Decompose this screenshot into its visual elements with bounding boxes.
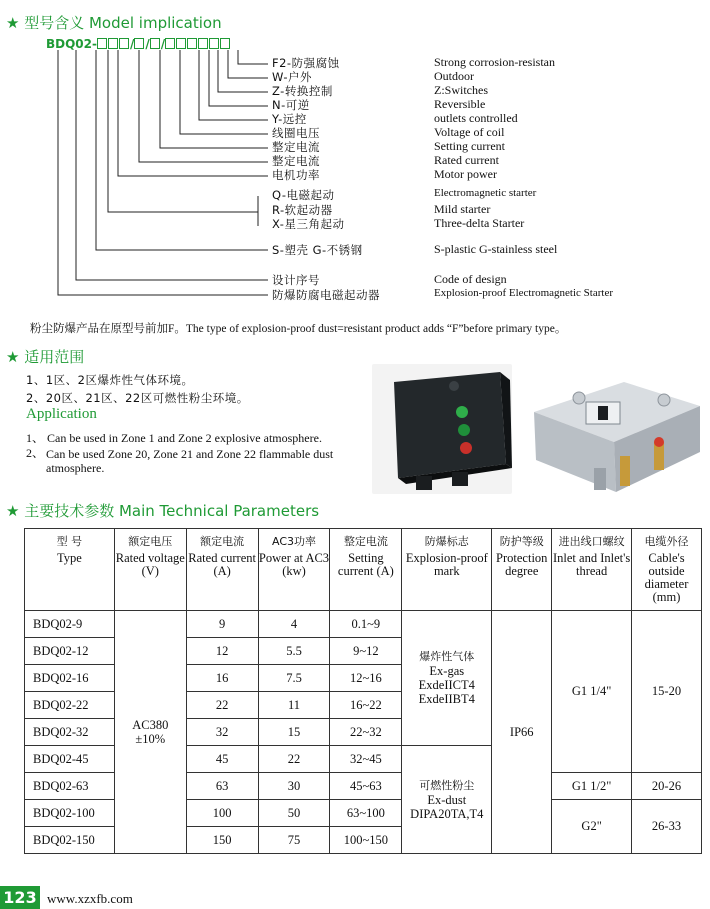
mark-gas bbox=[402, 611, 492, 746]
model-item-en: Setting current bbox=[434, 139, 505, 153]
cell-cable: 15-20 bbox=[632, 611, 702, 773]
cell-setting: 63~100 bbox=[330, 800, 402, 827]
product-photo-black-enclosure bbox=[372, 364, 512, 494]
application-cn-2: 2、20区、21区、22区可燃性粉尘环境。 bbox=[26, 391, 249, 405]
section-title-model: ★ 型号含义 Model implication bbox=[6, 14, 222, 32]
cell-cable: 20-26 bbox=[632, 773, 702, 800]
model-item-cn: R-软起动器 bbox=[272, 203, 333, 217]
model-item-cn: 线圈电压 bbox=[272, 126, 320, 140]
cell-type: BDQ02-100 bbox=[25, 800, 115, 827]
header-current bbox=[186, 529, 258, 611]
cell-type: BDQ02-12 bbox=[25, 638, 115, 665]
cell-current: 45 bbox=[186, 746, 258, 773]
cell-setting: 0.1~9 bbox=[330, 611, 402, 638]
mark-dust bbox=[402, 746, 492, 854]
header-thread-en: Inlet and Inlet's thread bbox=[553, 551, 631, 578]
mark-gas-line: 爆炸性气体 bbox=[419, 650, 475, 663]
cell-setting: 100~150 bbox=[330, 827, 402, 854]
cell-current: 150 bbox=[186, 827, 258, 854]
header-thread-cn: 进出线口螺纹 bbox=[558, 535, 625, 548]
application-en-1-num: 1、 bbox=[26, 431, 45, 445]
header-setting bbox=[330, 529, 402, 611]
header-voltage bbox=[114, 529, 186, 611]
cell-current: 16 bbox=[186, 665, 258, 692]
product-photo-stainless-enclosure bbox=[524, 372, 704, 500]
mark-gas-line: ExdeIIBT4 bbox=[418, 692, 475, 706]
header-power bbox=[258, 529, 330, 611]
model-item-en: Outdoor bbox=[434, 69, 474, 83]
model-item-cn: X-星三角起动 bbox=[272, 217, 345, 231]
technical-parameters-table bbox=[24, 528, 702, 854]
model-item-en: outlets controlled bbox=[434, 111, 518, 125]
model-item-en: Three-delta Starter bbox=[434, 216, 525, 230]
cell-power: 30 bbox=[258, 773, 330, 800]
application-en-2-text2: atmosphere. bbox=[46, 461, 105, 475]
cell-voltage bbox=[114, 611, 186, 854]
model-item-en: Mild starter bbox=[434, 202, 491, 216]
cell-type: BDQ02-45 bbox=[25, 746, 115, 773]
application-cn-1: 1、1区、2区爆炸性气体环境。 bbox=[26, 373, 194, 387]
mark-dust-line: DIPA20TA,T4 bbox=[410, 806, 484, 821]
footer-url: www.xzxfb.com bbox=[47, 891, 133, 906]
cell-power: 4 bbox=[258, 611, 330, 638]
cell-setting: 9~12 bbox=[330, 638, 402, 665]
cell-power: 11 bbox=[258, 692, 330, 719]
header-power-cn: AC3功率 bbox=[271, 535, 316, 548]
model-item-cn: Q-电磁起动 bbox=[272, 188, 335, 202]
table-row bbox=[25, 611, 702, 638]
cell-current: 32 bbox=[186, 719, 258, 746]
model-item-en: Explosion-proof Electromagnetic Starter bbox=[434, 287, 613, 299]
cell-setting: 12~16 bbox=[330, 665, 402, 692]
cell-thread: G2" bbox=[552, 800, 632, 854]
model-item-en: Rated current bbox=[434, 153, 499, 167]
header-type-en: Type bbox=[57, 551, 82, 565]
header-setting-en: Setting current (A) bbox=[337, 551, 394, 578]
cell-power: 50 bbox=[258, 800, 330, 827]
model-item-en: Voltage of coil bbox=[434, 125, 505, 139]
application-en-1-text: Can be used in Zone 1 and Zone 2 explosive atmosphere. bbox=[47, 431, 322, 445]
model-item-en: Electromagnetic starter bbox=[434, 187, 537, 199]
model-item-cn: 电机功率 bbox=[272, 168, 320, 182]
cell-protection: IP66 bbox=[492, 611, 552, 854]
header-protection bbox=[492, 529, 552, 611]
header-power-en: Power at AC3 (kw) bbox=[258, 551, 330, 578]
model-item-cn: S-塑壳 G-不锈钢 bbox=[272, 243, 363, 257]
dust-note: 粉尘防爆产品在原型号前加F。The type of explosion-proof dust=resistant product adds “F”before primary type。 bbox=[30, 323, 567, 335]
model-item-cn: N-可逆 bbox=[272, 98, 310, 112]
cell-type: BDQ02-9 bbox=[25, 611, 115, 638]
section-title-application-cn: ★ 适用范围 bbox=[6, 348, 85, 366]
cell-current: 100 bbox=[186, 800, 258, 827]
application-en-2-num: 2、 bbox=[26, 446, 45, 460]
section-title-parameters: ★ 主要技术参数 Main Technical Parameters bbox=[6, 502, 320, 520]
header-protection-cn: 防护等级 bbox=[499, 535, 544, 548]
cell-power: 15 bbox=[258, 719, 330, 746]
cell-setting: 22~32 bbox=[330, 719, 402, 746]
cell-power: 7.5 bbox=[258, 665, 330, 692]
model-item-cn: 设计序号 bbox=[272, 273, 320, 287]
header-current-cn: 额定电流 bbox=[200, 535, 245, 548]
header-mark bbox=[402, 529, 492, 611]
cell-power: 75 bbox=[258, 827, 330, 854]
table-body bbox=[25, 611, 702, 854]
cell-power: 5.5 bbox=[258, 638, 330, 665]
cell-type: BDQ02-63 bbox=[25, 773, 115, 800]
application-title: Application bbox=[26, 406, 97, 422]
cell-current: 22 bbox=[186, 692, 258, 719]
header-protection-en: Protection degree bbox=[496, 551, 548, 578]
cell-type: BDQ02-150 bbox=[25, 827, 115, 854]
model-item-cn: F2-防强腐蚀 bbox=[272, 56, 340, 70]
model-item-cn: W-户外 bbox=[272, 70, 313, 84]
header-cable bbox=[632, 529, 702, 611]
model-item-cn: 整定电流 bbox=[272, 154, 320, 168]
cell-type: BDQ02-16 bbox=[25, 665, 115, 692]
model-code-prefix: BDQ02- bbox=[46, 37, 97, 51]
header-voltage-cn: 额定电压 bbox=[128, 535, 173, 548]
cell-current: 9 bbox=[186, 611, 258, 638]
cell-type: BDQ02-32 bbox=[25, 719, 115, 746]
header-type bbox=[25, 529, 115, 611]
cell-setting: 45~63 bbox=[330, 773, 402, 800]
header-setting-cn: 整定电流 bbox=[343, 535, 388, 548]
cell-type: BDQ02-22 bbox=[25, 692, 115, 719]
model-item-cn: Y-远控 bbox=[272, 112, 307, 126]
cell-thread: G1 1/4" bbox=[552, 611, 632, 773]
application-en-1 bbox=[26, 429, 322, 446]
model-item-en: S-plastic G-stainless steel bbox=[434, 242, 558, 256]
cell-power: 22 bbox=[258, 746, 330, 773]
header-mark-en: Explosion-proof mark bbox=[405, 551, 488, 578]
cell-setting: 32~45 bbox=[330, 746, 402, 773]
header-current-en: Rated current (A) bbox=[188, 551, 256, 578]
model-item-cn: 整定电流 bbox=[272, 140, 320, 154]
mark-dust-line: Ex-dust bbox=[427, 792, 467, 807]
mark-gas-line: Ex-gas bbox=[429, 664, 465, 678]
model-item-en: Z:Switches bbox=[434, 83, 488, 97]
cell-voltage-line: AC380 bbox=[132, 718, 169, 732]
model-bracket-lines bbox=[0, 0, 710, 320]
cell-cable: 26-33 bbox=[632, 800, 702, 854]
cell-thread: G1 1/2" bbox=[552, 773, 632, 800]
model-item-en: Strong corrosion-resistan bbox=[434, 55, 555, 69]
cell-current: 63 bbox=[186, 773, 258, 800]
table-header-row bbox=[25, 529, 702, 611]
mark-gas-line: ExdeIICT4 bbox=[418, 678, 475, 692]
model-item-en: Motor power bbox=[434, 167, 497, 181]
model-item-en: Code of design bbox=[434, 272, 507, 286]
cell-voltage-line: ±10% bbox=[135, 732, 166, 746]
cell-current: 12 bbox=[186, 638, 258, 665]
model-code: BDQ02- / / / bbox=[46, 37, 231, 51]
model-item-cn: Z-转换控制 bbox=[272, 84, 333, 98]
model-item-en: Reversible bbox=[434, 97, 486, 111]
header-cable-en: Cable's outside diameter (mm) bbox=[644, 551, 689, 604]
cell-setting: 16~22 bbox=[330, 692, 402, 719]
application-en-2-text: Can be used Zone 20, Zone 21 and Zone 22 flammable dust bbox=[46, 447, 334, 461]
header-type-cn: 型 号 bbox=[56, 535, 83, 548]
header-cable-cn: 电缆外径 bbox=[644, 535, 689, 548]
header-thread bbox=[552, 529, 632, 611]
mark-dust-line: 可燃性粉尘 bbox=[419, 778, 475, 792]
model-item-cn: 防爆防腐电磁起动器 bbox=[272, 288, 380, 302]
header-mark-cn: 防爆标志 bbox=[424, 535, 469, 548]
page-number: 123 bbox=[0, 886, 40, 909]
header-voltage-en: Rated voltage (V) bbox=[115, 551, 185, 578]
